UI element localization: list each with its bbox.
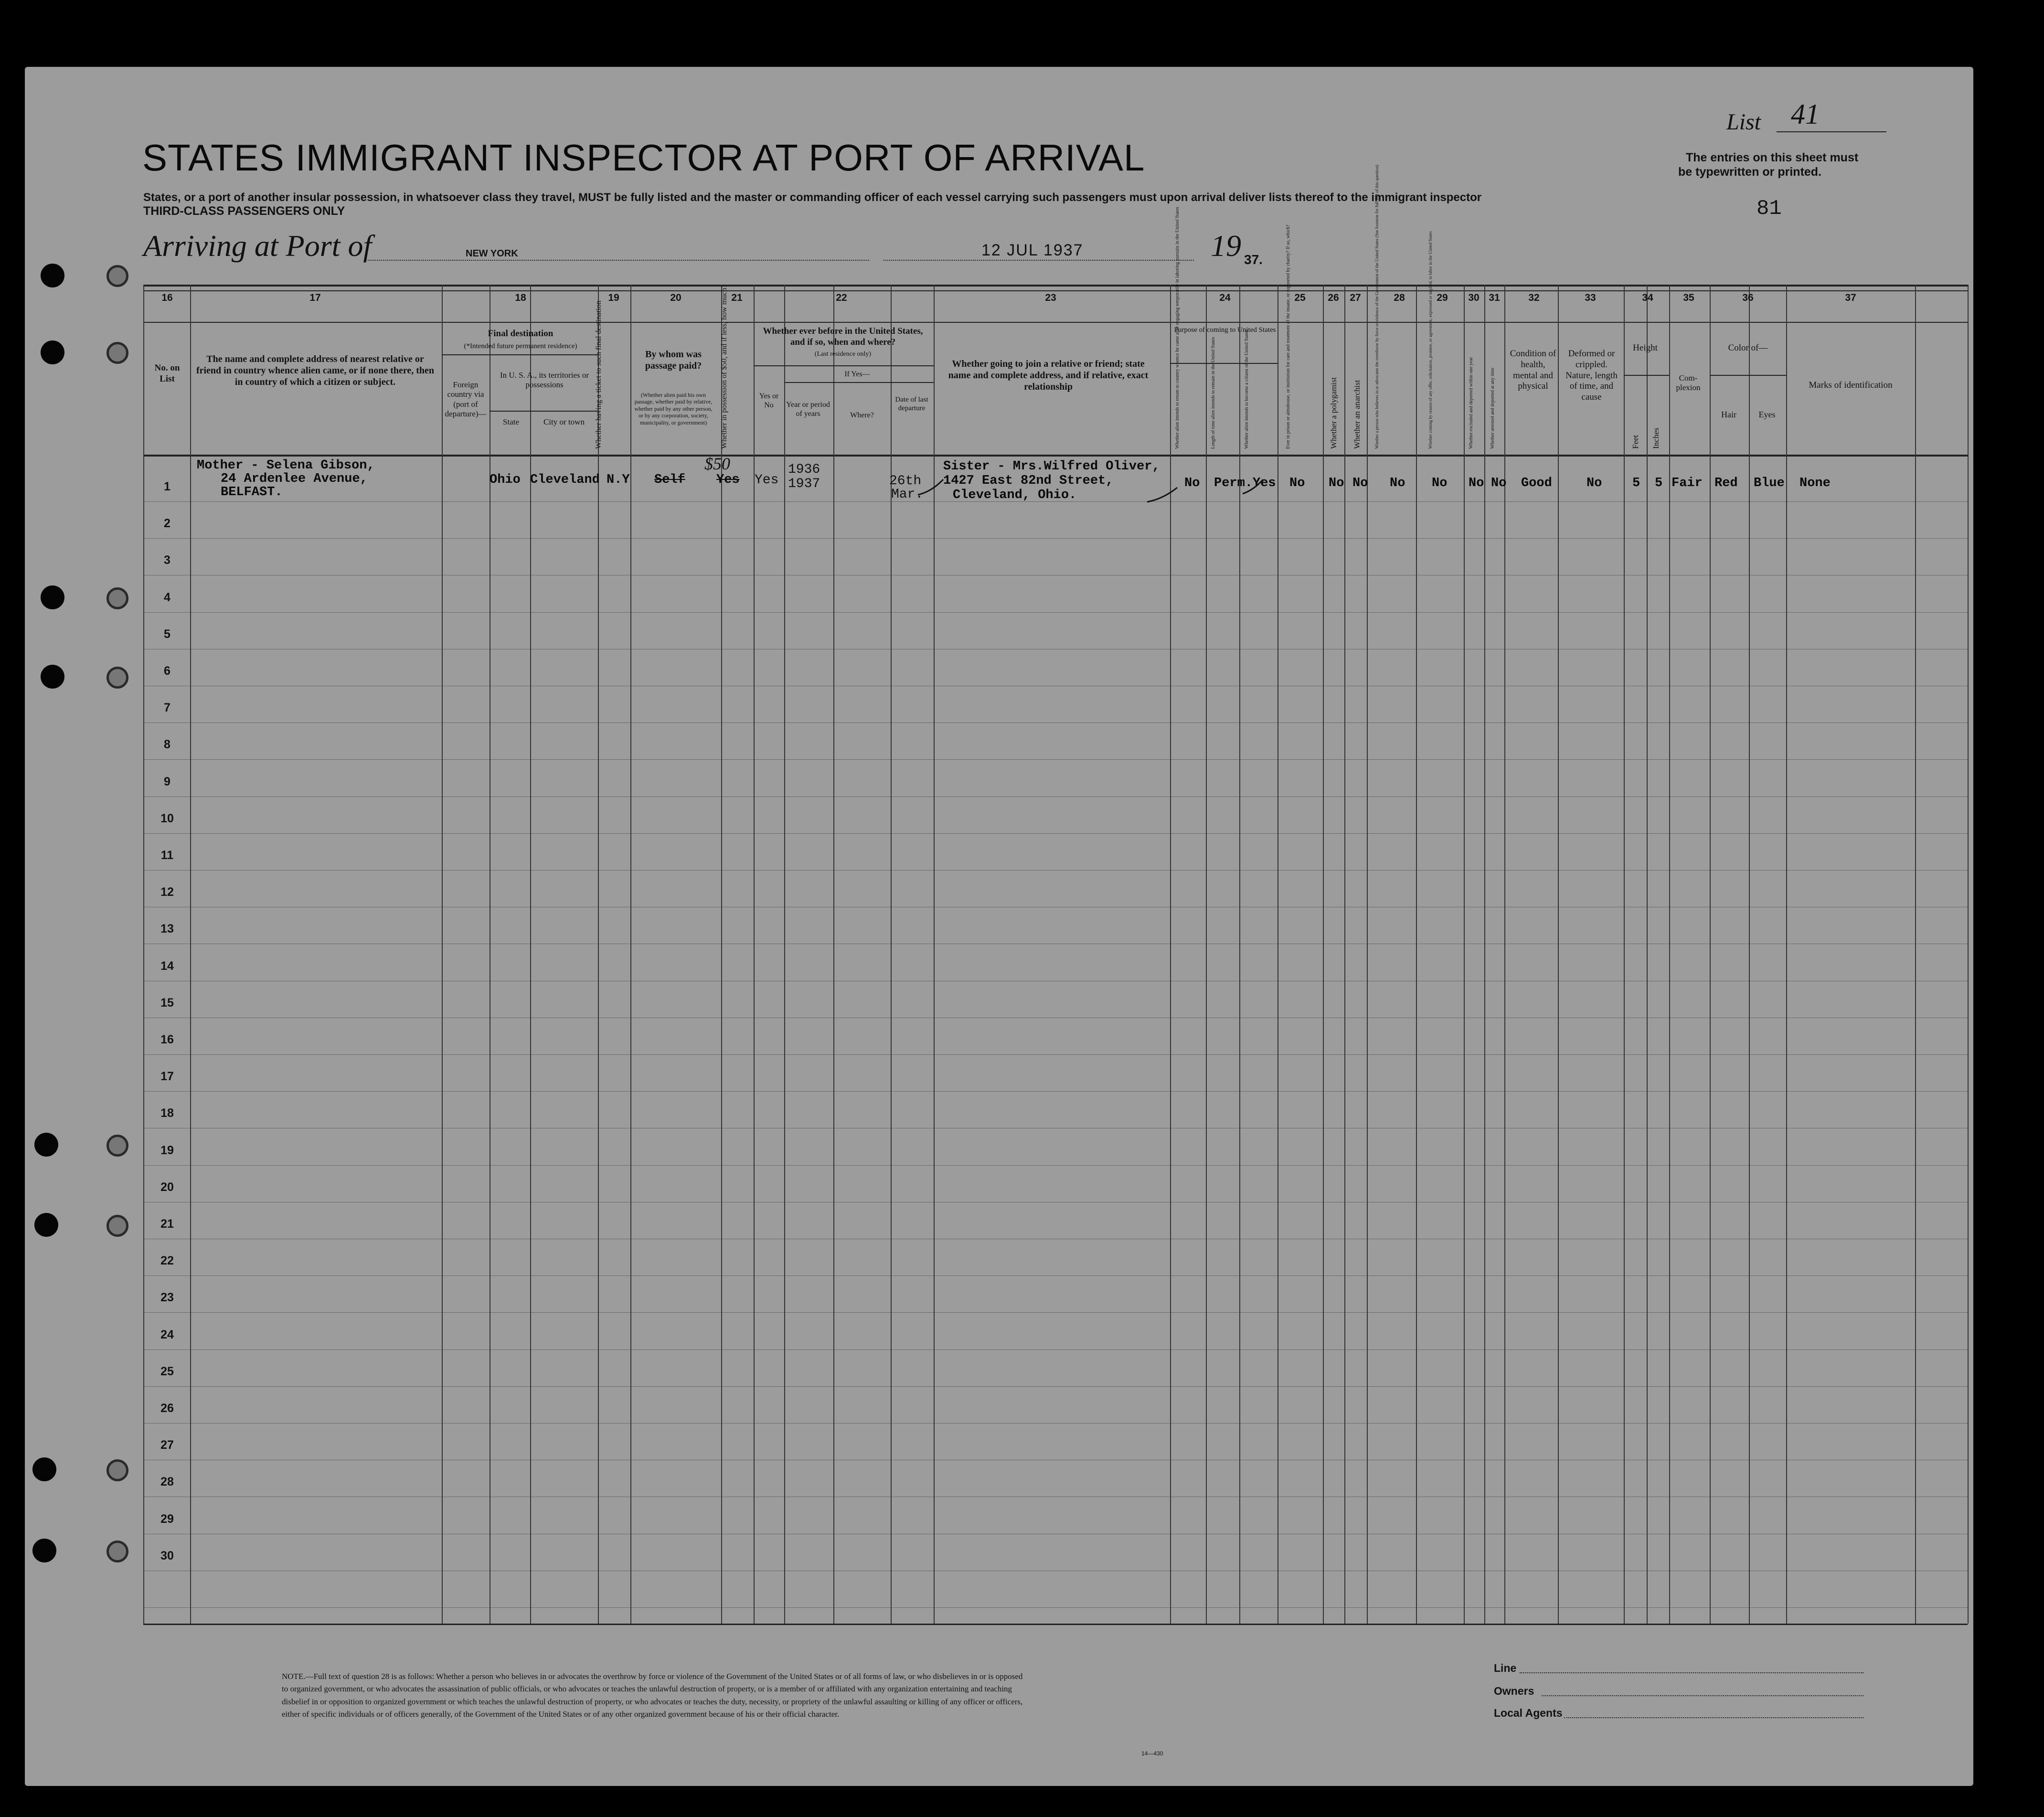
row-number: 8 (164, 738, 170, 752)
column-rule (1749, 285, 1750, 1624)
header-anarchist: Whether an anarchist (1352, 380, 1362, 449)
eyelet (106, 342, 128, 364)
entry-ticket: N.Y (607, 473, 630, 487)
header-state: State (503, 417, 519, 426)
port-value: NEW YORK (466, 248, 518, 259)
column-rule (784, 285, 785, 1624)
header-coming-by-offer: Whether coming by reason of any offer, solicitation, promise, or agreement, expressed or implied, to labor in the United States (1428, 231, 1433, 449)
entry-money: Yes (716, 473, 740, 487)
arriving-label: Arriving at Port of (143, 229, 372, 263)
header-complexion: Com-plexion (1676, 373, 1701, 393)
entry-join-line1: Sister - Mrs.Wilfred Oliver, (943, 459, 1160, 474)
header-final-destination-note: (*Intended future permanent residence) (464, 342, 577, 350)
column-rule (833, 285, 834, 1624)
row-rule (143, 870, 1968, 871)
binder-hole (41, 585, 64, 609)
passenger-class: THIRD-CLASS PASSENGERS ONLY (143, 204, 345, 218)
list-underline (1777, 131, 1886, 132)
entry-relative-line2: 24 Ardenlee Avenue, (221, 472, 368, 486)
header-hair: Hair (1721, 410, 1736, 419)
entry-marks: None (1799, 476, 1831, 490)
column-number: 22 (836, 292, 847, 303)
header-marks: Marks of identification (1809, 380, 1893, 390)
table-top-rule (143, 285, 1968, 287)
entry-overthrow: No (1390, 476, 1405, 490)
check-mark (1242, 478, 1266, 497)
table-top-rule-2 (143, 290, 1968, 291)
column-rule (1669, 285, 1670, 1624)
column-number: 37 (1845, 292, 1856, 303)
header-polygamist: Whether a polygamist (1329, 377, 1338, 449)
column-rule (630, 285, 631, 1624)
column-number: 34 (1642, 292, 1653, 303)
year-prefix: 19 (1211, 229, 1241, 263)
binder-hole (32, 1539, 56, 1562)
column-number: 24 (1219, 292, 1231, 303)
column-number: 31 (1489, 292, 1500, 303)
header-prison: Ever in prison or almshouse, or institution for care and treatment of the insane, or supported by charity? If so, which? (1286, 224, 1291, 449)
column-number: 21 (731, 292, 743, 303)
entries-note-2: be typewritten or printed. (1678, 165, 1822, 179)
column-number: 20 (670, 292, 681, 303)
line-label: Line (1494, 1662, 1517, 1674)
row-number: 10 (160, 811, 174, 825)
header-purpose-length: Length of time alien intends to remain in the United States (1211, 337, 1216, 449)
row-rule (143, 538, 1968, 539)
entry-passage-paid: Self (654, 473, 685, 487)
column-number-rule (143, 322, 1968, 323)
entry-ever-before: Yes (755, 473, 779, 488)
table-bottom-rule (143, 1624, 1968, 1625)
entry-health: Good (1521, 476, 1552, 490)
entry-feet: 5 (1632, 476, 1640, 490)
eyelet (106, 1135, 128, 1157)
date-underline (884, 260, 1194, 261)
header-no-on-list: No. on List (154, 363, 180, 384)
header-deformed: Deformed or crippled. Nature, length of time, and cause (1565, 349, 1618, 403)
binder-hole (32, 1457, 56, 1481)
column-rule (1416, 285, 1417, 1624)
header-passage-paid-note: (Whether alien paid his own passage, whether paid by relative, whether paid by any other person, or by any corporation, society, municipality, or government) (634, 392, 713, 426)
entry-purpose-return: No (1184, 476, 1200, 490)
binder-hole (41, 665, 64, 689)
subheader-rule (1710, 375, 1786, 376)
entry-city: Cleveland (530, 473, 600, 487)
row-rule (143, 1275, 1968, 1276)
row-number: 24 (160, 1328, 174, 1341)
header-purpose-return: Whether alien intends to return to country whence he came after engaging temporarily in laboring pursuits in the United States (1175, 207, 1180, 449)
header-passage-paid: By whom was passage paid? (645, 349, 702, 371)
column-rule (1558, 285, 1559, 1624)
header-yes-or-no: Yes or No (759, 392, 779, 410)
column-number: 36 (1742, 292, 1754, 303)
column-number: 35 (1683, 292, 1694, 303)
column-number: 30 (1468, 292, 1480, 303)
sheet-number: 81 (1757, 197, 1782, 221)
entry-prison: No (1289, 476, 1305, 490)
column-rule (190, 285, 191, 1624)
footnote: NOTE.—Full text of question 28 is as follows: Whether a person who believes in or advocates the overthrow by force or violence of the Government of the United States or of all forms of law, or who disbelieves in or is opposed to organized government, or who advocates the assassination of public officials, or who advocates or teaches the unlawful destruction of property, or is a member of or affiliated with any organization entertaining and teaching disbelief in or opposition to organized government or which teaches the unlawful destruction of property, or who advocates or teaches the duty, necessity, or propriety of the unlawful assaulting or killing of any officer or officers, either of specific individuals or of officers generally, of the Government of the United States or of any other organized government because of his or their official character. (282, 1672, 1023, 1719)
page-title: STATES IMMIGRANT INSPECTOR AT PORT OF ARRIVAL (142, 137, 1145, 179)
column-rule (1647, 285, 1648, 1624)
entry-purpose-length: Perm. (1214, 476, 1253, 490)
row-rule (143, 612, 1968, 613)
row-number: 14 (160, 959, 174, 973)
header-excluded: Whether excluded and deported within one year (1469, 357, 1474, 449)
row-number: 19 (160, 1143, 174, 1157)
header-purpose: Purpose of coming to United States (1174, 326, 1276, 334)
header-where: Where? (850, 411, 874, 419)
eyelet (106, 1541, 128, 1562)
entry-relative-line3: BELFAST. (221, 485, 283, 499)
row-number: 5 (164, 627, 170, 641)
row-number: 20 (160, 1180, 174, 1194)
binder-hole (34, 1133, 58, 1157)
owners-signature-field[interactable] (1542, 1695, 1863, 1696)
row-number: 16 (160, 1033, 174, 1046)
header-purpose-citizen: Whether alien intends to become a citizen of the United States (1244, 329, 1249, 449)
eyelet (106, 265, 128, 287)
header-year-period: Year or period of years (786, 401, 830, 418)
column-number: 28 (1394, 292, 1405, 303)
header-city: City or town (543, 417, 585, 426)
subheader-rule (784, 382, 934, 383)
subheader-rule (490, 411, 598, 412)
list-number: 41 (1791, 98, 1820, 130)
entry-deformed: No (1586, 476, 1602, 490)
entry-purpose-citizen: Yes (1253, 476, 1276, 490)
entry-offer: No (1432, 476, 1448, 490)
column-number: 25 (1294, 292, 1306, 303)
header-condition-health: Condition of health, mental and physical (1510, 349, 1556, 392)
row-number: 23 (160, 1291, 174, 1305)
entry-anarchist: No (1352, 476, 1368, 490)
header-possession-50: Whether in possession of $50, and if less, how much? (720, 284, 728, 449)
entry-excluded: No (1469, 476, 1484, 490)
manifest-sheet (25, 67, 1973, 1786)
entry-arrested: No (1491, 476, 1507, 490)
row-number: 25 (160, 1364, 174, 1378)
list-label: List (1726, 109, 1761, 135)
date-stamp: 12 JUL 1937 (981, 241, 1084, 259)
entry-join-line2: 1427 East 82nd Street, (943, 474, 1114, 488)
subheader-rule (442, 354, 598, 355)
column-rule (1915, 285, 1916, 1624)
row-number: 22 (160, 1254, 174, 1268)
header-date-last-departure: Date of last departure (895, 396, 928, 412)
entry-inches: 5 (1655, 476, 1663, 490)
column-rule (1484, 285, 1485, 1624)
line-signature-field[interactable] (1520, 1672, 1863, 1673)
row-rule (143, 1386, 1968, 1387)
row-number: 1 (164, 480, 170, 493)
header-final-destination: Final destination (488, 329, 554, 339)
header-arrested: Whether arrested and deported at any time (1490, 368, 1495, 449)
eyelet (106, 1215, 128, 1237)
row-number: 12 (160, 885, 174, 899)
entry-complexion: Fair (1671, 476, 1703, 490)
header-if-yes: If Yes— (844, 370, 870, 378)
header-ticket: Whether having a ticket to such final destination (595, 300, 603, 449)
row-number: 27 (160, 1438, 174, 1452)
column-rule (1323, 285, 1324, 1624)
column-rule (442, 285, 443, 1624)
column-rule (1786, 285, 1787, 1624)
header-color-of: Color of— (1728, 343, 1768, 353)
row-number: 11 (160, 849, 174, 862)
row-rule (143, 1165, 1968, 1166)
check-mark (917, 478, 946, 497)
row-number: 18 (160, 1106, 174, 1120)
row-rule (143, 833, 1968, 834)
row-rule (143, 1054, 1968, 1055)
entry-polygamist: No (1329, 476, 1344, 490)
column-number: 27 (1350, 292, 1361, 303)
eyelet (106, 1459, 128, 1481)
header-inches: Inches (1651, 427, 1661, 449)
column-rule (1968, 285, 1969, 1624)
header-foreign-country: Foreign country via (port of departure)— (445, 380, 487, 419)
row-number: 21 (160, 1217, 174, 1231)
column-rule (143, 285, 144, 1624)
row-number: 30 (160, 1549, 174, 1562)
port-underline (368, 260, 869, 261)
eyelet (106, 667, 128, 689)
check-mark (1146, 485, 1180, 504)
entry-state: Ohio (490, 473, 521, 487)
column-number: 29 (1437, 292, 1448, 303)
row-number: 7 (164, 701, 170, 715)
header-overthrow: Whether a person who believes in or advocates the overthrow by force or violence of the Government of the United States (See footnote for full text of this question) (1374, 165, 1379, 449)
row-number: 29 (160, 1512, 174, 1526)
owners-label: Owners (1494, 1685, 1534, 1697)
row-rule (143, 1607, 1968, 1608)
header-bottom-rule (143, 455, 1968, 457)
row-number: 3 (164, 553, 170, 567)
header-feet: Feet (1631, 435, 1640, 449)
row-number: 17 (160, 1070, 174, 1084)
subheader-rule (754, 365, 934, 366)
column-rule (1464, 285, 1465, 1624)
entry-join-line3: Cleveland, Ohio. (953, 488, 1077, 502)
entry-departure-line1: 26th (889, 474, 922, 489)
subtitle: States, or a port of another insular possession, in whatsoever class they travel, MUST be fully listed and the master or commanding officer of each vessel carrying such passengers must upon arrival deliver lists thereof to the immigrant inspector (143, 191, 1482, 204)
row-rule (143, 1091, 1968, 1092)
entry-money-annotation: $50 (704, 454, 730, 473)
row-number: 13 (160, 922, 174, 936)
column-number: 26 (1328, 292, 1339, 303)
row-number: 26 (160, 1402, 174, 1415)
row-number: 6 (164, 664, 170, 678)
column-number: 32 (1528, 292, 1540, 303)
header-ever-before-note: (Last residence only) (814, 351, 872, 358)
row-number: 15 (160, 996, 174, 1009)
entry-hair: Red (1714, 476, 1738, 490)
row-rule (143, 759, 1968, 760)
row-number: 28 (160, 1475, 174, 1489)
header-relative-abroad: The name and complete address of nearest relative or friend in country whence alien came, or if none there, then in country of which a citizen or subject. (196, 354, 435, 387)
eyelet (106, 587, 128, 609)
column-rule (1206, 285, 1207, 1624)
row-number: 9 (164, 775, 170, 788)
subheader-rule (1170, 363, 1278, 364)
entry-years-line1: 1936 (788, 462, 820, 477)
agents-signature-field[interactable] (1564, 1717, 1863, 1718)
row-rule (143, 1312, 1968, 1313)
header-eyes: Eyes (1758, 410, 1776, 419)
form-number: 14—430 (1141, 1750, 1163, 1757)
binder-hole (41, 340, 64, 364)
column-rule (1624, 285, 1625, 1624)
header-joining-relative: Whether going to join a relative or friend; state name and complete address, and if relative, exact relationship (948, 359, 1149, 392)
year-suffix: 37. (1244, 252, 1263, 267)
entry-eyes: Blue (1754, 476, 1785, 490)
subheader-rule (1624, 375, 1669, 376)
agents-label: Local Agents (1494, 1707, 1563, 1719)
column-number: 33 (1585, 292, 1596, 303)
column-number: 18 (515, 292, 526, 303)
column-rule (1710, 285, 1711, 1624)
row-number: 2 (164, 517, 170, 531)
entry-relative-line1: Mother - Selena Gibson, (197, 458, 375, 473)
entries-note-1: The entries on this sheet must (1686, 151, 1859, 164)
column-number: 23 (1045, 292, 1056, 303)
header-ever-before: Whether ever before in the United States, and if so, when and where? (763, 326, 923, 347)
row-number: 4 (164, 590, 170, 604)
column-rule (1344, 285, 1345, 1624)
column-number: 19 (608, 292, 619, 303)
entry-years-line2: 1937 (788, 477, 820, 491)
column-number: 17 (309, 292, 321, 303)
binder-hole (41, 264, 64, 287)
header-height: Height (1633, 343, 1658, 353)
entry-departure-line2: Mar. (891, 487, 924, 502)
binder-hole (34, 1213, 58, 1237)
header-in-usa: In U. S. A., its territories or possessions (500, 371, 589, 390)
row-rule (143, 1349, 1968, 1350)
column-number: 16 (161, 292, 173, 303)
row-rule (143, 1423, 1968, 1424)
